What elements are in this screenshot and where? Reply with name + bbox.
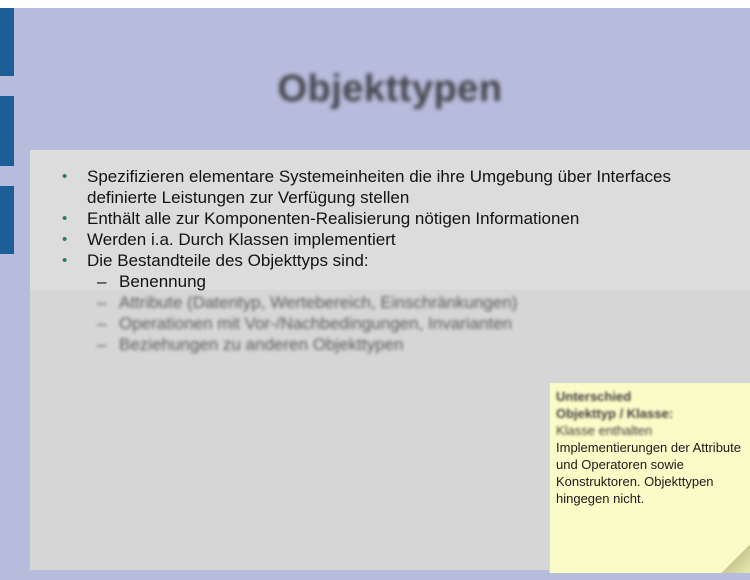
accent-stripe-top: [0, 8, 14, 76]
bullet-text: Die Bestandteile des Objekttyps sind:: [87, 251, 369, 270]
bullet-item: [58, 229, 698, 250]
bullet-item: [58, 166, 698, 208]
bullet-text: Spezifizieren elementare Systemeinheiten die ihre Umgebung über Interfaces definierte Leistungen zur Verfügung stellen: [87, 167, 671, 207]
bullet-item: [58, 208, 698, 229]
sub-bullet-text: Beziehungen zu anderen Objekttypen: [119, 335, 404, 354]
bullet-icon: •: [62, 252, 68, 269]
note-heading-line1: Unterschied: [556, 389, 632, 404]
bullet-icon: •: [62, 168, 68, 185]
accent-stripe-middle: [0, 96, 14, 166]
note-text: [556, 388, 748, 507]
sub-bullet-text: Attribute (Datentyp, Wertebereich, Einschränkungen): [119, 293, 518, 312]
slide-title: Objekttypen: [277, 68, 503, 110]
sub-bullet-item: [58, 334, 698, 355]
bullet-text: Werden i.a. Durch Klassen implementiert: [87, 230, 396, 249]
bullet-text: Enthält alle zur Komponenten-Realisierung nötigen Informationen: [87, 209, 580, 228]
dash-icon: –: [97, 293, 107, 312]
dash-icon: –: [97, 272, 107, 291]
sub-bullet-text: Operationen mit Vor-/Nachbedingungen, Invarianten: [119, 314, 513, 333]
sub-bullet-text: Benennung: [119, 272, 206, 291]
bullet-icon: •: [62, 210, 68, 227]
bullet-icon: •: [62, 231, 68, 248]
bullet-list: [58, 166, 698, 355]
note-body: Implementierungen der Attribute und Operatoren sowie Konstruktoren. Objekttypen hingegen nicht.: [556, 440, 741, 506]
note-fold-corner: [722, 545, 750, 573]
dash-icon: –: [97, 335, 107, 354]
dash-icon: –: [97, 314, 107, 333]
sub-bullet-item: [58, 292, 698, 313]
sub-bullet-item: [58, 271, 698, 292]
bullet-item: [58, 250, 698, 271]
note-heading-line2: Objekttyp / Klasse:: [556, 406, 674, 421]
accent-stripe-bottom: [0, 186, 14, 254]
note-line3: Klasse enthalten: [556, 423, 653, 438]
sub-bullet-item: [58, 313, 698, 334]
